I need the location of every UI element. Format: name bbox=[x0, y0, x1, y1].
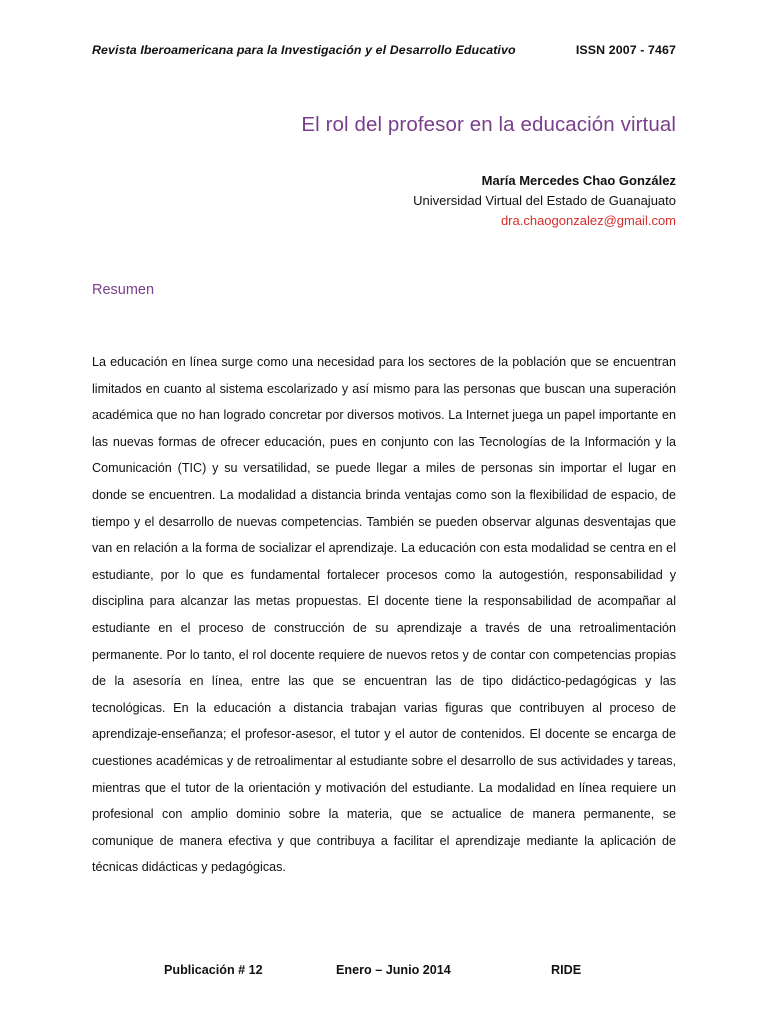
issn-number: ISSN 2007 - 7467 bbox=[575, 43, 676, 57]
article-title: El rol del profesor en la educación virtual bbox=[301, 113, 676, 136]
author-name: María Mercedes Chao González bbox=[481, 173, 676, 188]
author-block bbox=[413, 171, 676, 231]
abstract-paragraph: La educación en línea surge como una necesidad para los sectores de la población que se encuentran limitados en cuanto al sistema escolarizado y así mismo para las personas que buscan una superación académica que no han logrado concretar por diversos motivos. La Internet juega un papel importante en las nuevas formas de ofrecer educación, pues en conjunto con las Tecnologías de la Información y la Comunicación (TIC) y su versatilidad, se puede llegar a miles de personas sin importar el lugar en donde se encuentren. La modalidad a distancia brinda ventajas como son la flexibilidad de espacio, de tiempo y el desarrollo de nuevas competencias. También se pueden observar algunas desventajas que van en relación a la forma de socializar el aprendizaje. La educación con esta modalidad se centra en el estudiante, por lo que es fundamental fortalecer procesos como la autogestión, responsabilidad y disciplina para alcanzar las metas propuestas. El docente tiene la responsabilidad de acompañar al estudiante en el proceso de construcción de su aprendizaje a través de una retroalimentación permanente. Por lo tanto, el rol docente requiere de nuevos retos y de contar con competencias propias de la asesoría en línea, entre las que se encuentran las de tipo didáctico-pedagógicas y las tecnológicas. En la educación a distancia trabajan varias figuras que contribuyen al proceso de aprendizaje-enseñanza; el profesor-asesor, el tutor y el autor de contenidos. El docente se encarga de cuestiones académicas y de retroalimentar al estudiante sobre el desarrollo de sus actividades y tareas, mientras que el tutor de la orientación y motivación del estudiante. La modalidad en línea requiere un profesional con amplio dominio sobre la materia, que se actualice de manera permanente, se comunique de manera efectiva y que contribuya a facilitar el aprendizaje mediante la aplicación de técnicas didácticas y pedagógicas. bbox=[92, 355, 676, 875]
abstract-heading: Resumen bbox=[92, 282, 155, 298]
author-affiliation: Universidad Virtual del Estado de Guanajuato bbox=[413, 193, 676, 208]
footer-journal-short: RIDE bbox=[551, 963, 582, 977]
footer-date: Enero – Junio 2014 bbox=[336, 963, 451, 977]
journal-name: Revista Iberoamericana para la Investigación y el Desarrollo Educativo bbox=[92, 43, 516, 57]
author-email[interactable]: dra.chaogonzalez@gmail.com bbox=[500, 213, 676, 228]
footer-publication: Publicación # 12 bbox=[164, 963, 263, 977]
